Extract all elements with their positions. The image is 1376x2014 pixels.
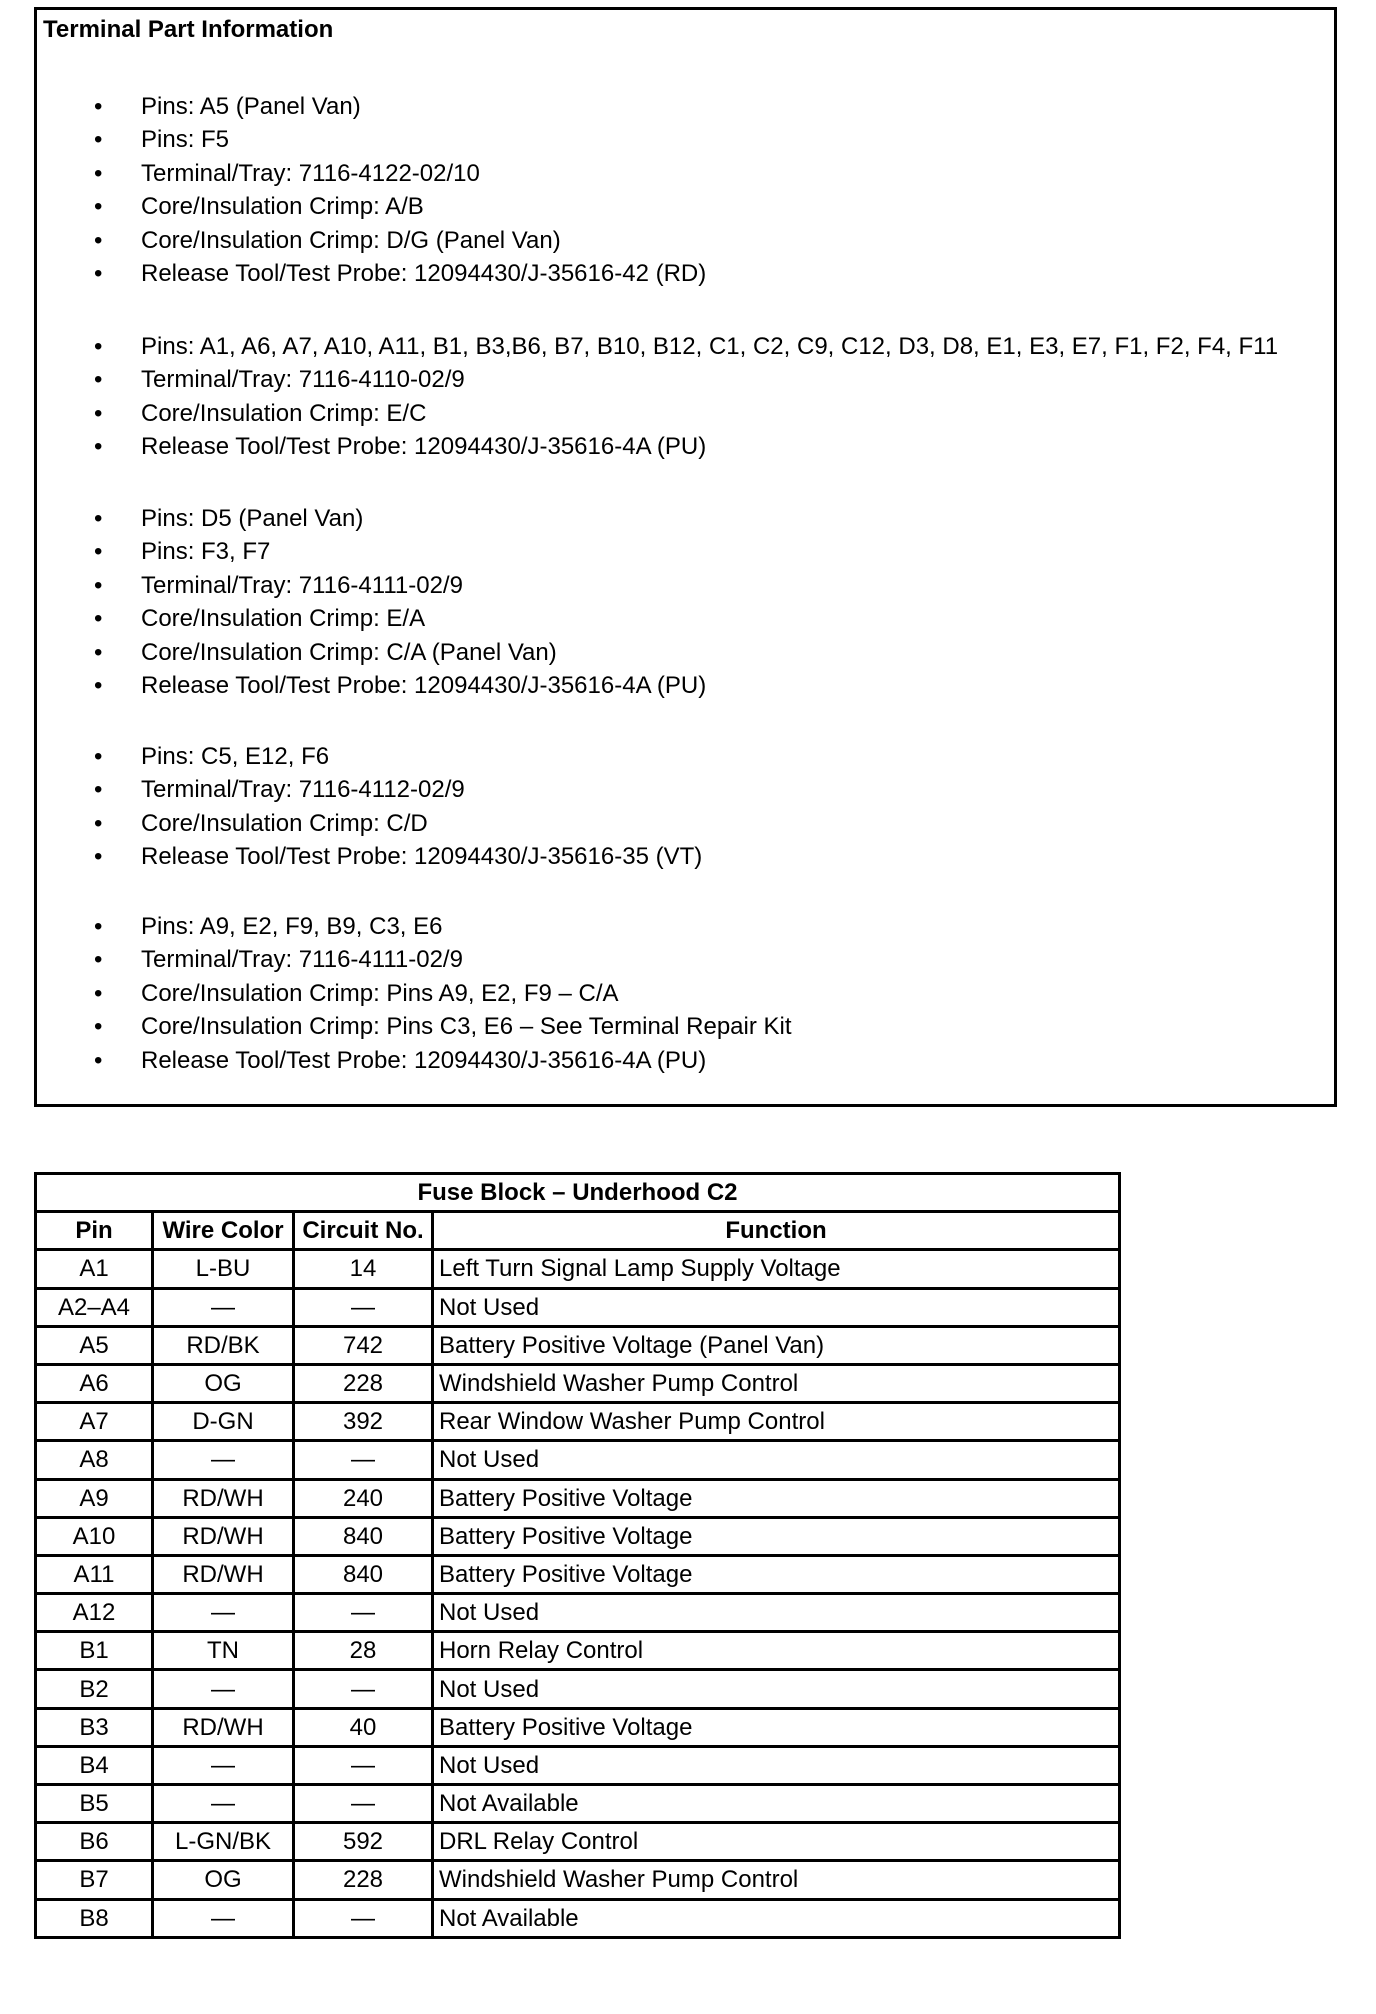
header-circuit-no: Circuit No. (294, 1212, 433, 1250)
list-item-text: Terminal/Tray: 7116-4111-02/9 (141, 946, 463, 974)
list-item-text: Core/Insulation Crimp: D/G (Panel Van) (141, 226, 561, 254)
cell-circuit-no: 14 (294, 1250, 433, 1288)
cell-circuit-no: — (294, 1785, 433, 1823)
cell-circuit-no: 742 (294, 1326, 433, 1364)
table-row (36, 1326, 1120, 1364)
cell-function: Battery Positive Voltage (Panel Van) (433, 1326, 1120, 1364)
cell-circuit-no: — (294, 1288, 433, 1326)
cell-pin: A8 (36, 1441, 153, 1479)
list-item-text: Core/Insulation Crimp: A/B (141, 193, 424, 221)
cell-wire-color: — (153, 1899, 294, 1937)
cell-wire-color: D-GN (153, 1403, 294, 1441)
cell-wire-color: — (153, 1288, 294, 1326)
cell-wire-color: OG (153, 1861, 294, 1899)
list-item-text: Release Tool/Test Probe: 12094430/J-35616-35 (VT) (141, 843, 703, 871)
cell-wire-color: RD/WH (153, 1708, 294, 1746)
bullet-icon: • (94, 605, 103, 633)
bullet-icon: • (94, 366, 103, 394)
table-row (36, 1823, 1120, 1861)
cell-wire-color: — (153, 1441, 294, 1479)
cell-function: Not Used (433, 1746, 1120, 1784)
cell-circuit-no: — (294, 1441, 433, 1479)
list-item-text: Terminal/Tray: 7116-4110-02/9 (141, 366, 465, 394)
cell-pin: B8 (36, 1899, 153, 1937)
cell-pin: A12 (36, 1594, 153, 1632)
bullet-icon: • (94, 1046, 103, 1074)
terminal-info-title: Terminal Part Information (43, 16, 334, 43)
cell-pin: A1 (36, 1250, 153, 1288)
list-item-text: Pins: A5 (Panel Van) (141, 93, 361, 120)
table-row (36, 1517, 1120, 1555)
cell-function: Battery Positive Voltage (433, 1708, 1120, 1746)
cell-pin: B2 (36, 1670, 153, 1708)
bullet-icon: • (94, 193, 103, 221)
cell-function: Not Used (433, 1288, 1120, 1326)
table-row (36, 1670, 1120, 1708)
bullet-icon: • (94, 979, 103, 1007)
cell-circuit-no: 840 (294, 1517, 433, 1555)
bullet-icon: • (94, 399, 103, 427)
table-header-row (36, 1212, 1120, 1250)
cell-pin: A10 (36, 1517, 153, 1555)
cell-circuit-no: — (294, 1670, 433, 1708)
table-row (36, 1364, 1120, 1402)
cell-pin: A9 (36, 1479, 153, 1517)
cell-pin: A2–A4 (36, 1288, 153, 1326)
cell-pin: B1 (36, 1632, 153, 1670)
cell-circuit-no: 840 (294, 1555, 433, 1593)
header-wire-color: Wire Color (153, 1212, 294, 1250)
cell-circuit-no: — (294, 1899, 433, 1937)
list-item-text: Core/Insulation Crimp: Pins C3, E6 – See Terminal Repair Kit (141, 1013, 792, 1041)
list-item-text: Pins: D5 (Panel Van) (141, 505, 364, 532)
cell-pin: A5 (36, 1326, 153, 1364)
bullet-icon: • (94, 946, 103, 974)
table-row (36, 1861, 1120, 1899)
header-function: Function (433, 1212, 1120, 1250)
cell-pin: A6 (36, 1364, 153, 1402)
list-item-text: Pins: F3, F7 (141, 538, 271, 566)
cell-function: Not Used (433, 1441, 1120, 1479)
cell-wire-color: RD/WH (153, 1555, 294, 1593)
list-item-text: Pins: F5 (141, 126, 230, 154)
cell-pin: B4 (36, 1746, 153, 1784)
bullet-icon: • (94, 538, 103, 566)
bullet-icon: • (94, 638, 103, 666)
list-item-text: Core/Insulation Crimp: C/A (Panel Van) (141, 638, 557, 666)
list-item-text: Pins: C5, E12, F6 (141, 743, 330, 770)
list-item-text: Terminal/Tray: 7116-4111-02/9 (141, 571, 463, 599)
cell-function: Not Used (433, 1670, 1120, 1708)
bullet-icon: • (94, 843, 103, 871)
table-title-row (36, 1174, 1120, 1212)
header-pin: Pin (36, 1212, 153, 1250)
table-row (36, 1288, 1120, 1326)
bullet-icon: • (94, 743, 103, 770)
cell-pin: A11 (36, 1555, 153, 1593)
cell-wire-color: OG (153, 1364, 294, 1402)
cell-wire-color: RD/WH (153, 1479, 294, 1517)
table-row (36, 1899, 1120, 1937)
cell-function: Battery Positive Voltage (433, 1479, 1120, 1517)
bullet-icon: • (94, 505, 103, 532)
bullet-icon: • (94, 776, 103, 804)
table-row (36, 1479, 1120, 1517)
cell-circuit-no: 228 (294, 1364, 433, 1402)
list-item-text: Core/Insulation Crimp: E/A (141, 605, 426, 633)
terminal-part-information-box (34, 7, 1337, 1107)
table-row (36, 1708, 1120, 1746)
cell-circuit-no: 240 (294, 1479, 433, 1517)
cell-circuit-no: 40 (294, 1708, 433, 1746)
cell-wire-color: — (153, 1785, 294, 1823)
list-item-text: Release Tool/Test Probe: 12094430/J-35616-42 (RD) (141, 259, 707, 287)
cell-function: Left Turn Signal Lamp Supply Voltage (433, 1250, 1120, 1288)
cell-wire-color: RD/WH (153, 1517, 294, 1555)
cell-wire-color: — (153, 1670, 294, 1708)
bullet-icon: • (94, 671, 103, 699)
bullet-icon: • (94, 571, 103, 599)
cell-function: Horn Relay Control (433, 1632, 1120, 1670)
bullet-icon: • (94, 809, 103, 837)
list-item-text: Release Tool/Test Probe: 12094430/J-35616-4A (PU) (141, 671, 707, 699)
cell-pin: A7 (36, 1403, 153, 1441)
cell-circuit-no: 28 (294, 1632, 433, 1670)
cell-circuit-no: 228 (294, 1861, 433, 1899)
bullet-icon: • (94, 1013, 103, 1041)
cell-circuit-no: 592 (294, 1823, 433, 1861)
list-item-text: Release Tool/Test Probe: 12094430/J-35616-4A (PU) (141, 433, 707, 461)
list-item-text: Core/Insulation Crimp: Pins A9, E2, F9 – C/A (141, 979, 619, 1007)
cell-function: Not Available (433, 1899, 1120, 1937)
table-row (36, 1632, 1120, 1670)
cell-function: DRL Relay Control (433, 1823, 1120, 1861)
list-item-text: Terminal/Tray: 7116-4112-02/9 (141, 776, 465, 804)
bullet-icon: • (94, 126, 103, 154)
bullet-icon: • (94, 333, 103, 360)
cell-circuit-no: 392 (294, 1403, 433, 1441)
cell-wire-color: — (153, 1746, 294, 1784)
cell-circuit-no: — (294, 1594, 433, 1632)
cell-pin: B6 (36, 1823, 153, 1861)
cell-wire-color: TN (153, 1632, 294, 1670)
bullet-icon: • (94, 159, 103, 187)
bullet-icon: • (94, 433, 103, 461)
cell-function: Windshield Washer Pump Control (433, 1861, 1120, 1899)
cell-wire-color: L-BU (153, 1250, 294, 1288)
bullet-icon: • (94, 913, 103, 940)
cell-circuit-no: — (294, 1746, 433, 1784)
cell-pin: B7 (36, 1861, 153, 1899)
table-row (36, 1441, 1120, 1479)
cell-pin: B5 (36, 1785, 153, 1823)
table-row (36, 1785, 1120, 1823)
table-body (36, 1250, 1120, 1937)
fuse-block-table (34, 1172, 1121, 1939)
cell-function: Windshield Washer Pump Control (433, 1364, 1120, 1402)
list-item-text: Pins: A1, A6, A7, A10, A11, B1, B3,B6, B7, B10, B12, C1, C2, C9, C12, D3, D8, E1, E3, E7, F1, F2, F4, F11 (141, 333, 1279, 360)
table-title: Fuse Block – Underhood C2 (36, 1174, 1120, 1212)
list-item-text: Release Tool/Test Probe: 12094430/J-35616-4A (PU) (141, 1046, 707, 1074)
cell-function: Battery Positive Voltage (433, 1517, 1120, 1555)
list-item-text: Core/Insulation Crimp: C/D (141, 809, 428, 837)
table-row (36, 1555, 1120, 1593)
cell-function: Not Used (433, 1594, 1120, 1632)
table-row (36, 1250, 1120, 1288)
cell-wire-color: L-GN/BK (153, 1823, 294, 1861)
table-row (36, 1594, 1120, 1632)
list-item-text: Pins: A9, E2, F9, B9, C3, E6 (141, 913, 443, 940)
cell-wire-color: — (153, 1594, 294, 1632)
cell-pin: B3 (36, 1708, 153, 1746)
cell-function: Battery Positive Voltage (433, 1555, 1120, 1593)
cell-function: Rear Window Washer Pump Control (433, 1403, 1120, 1441)
list-item-text: Core/Insulation Crimp: E/C (141, 399, 427, 427)
cell-function: Not Available (433, 1785, 1120, 1823)
cell-wire-color: RD/BK (153, 1326, 294, 1364)
bullet-icon: • (94, 226, 103, 254)
bullet-icon: • (94, 259, 103, 287)
list-item-text: Terminal/Tray: 7116-4122-02/10 (141, 159, 480, 187)
table-row (36, 1746, 1120, 1784)
table-row (36, 1403, 1120, 1441)
bullet-icon: • (94, 93, 103, 120)
